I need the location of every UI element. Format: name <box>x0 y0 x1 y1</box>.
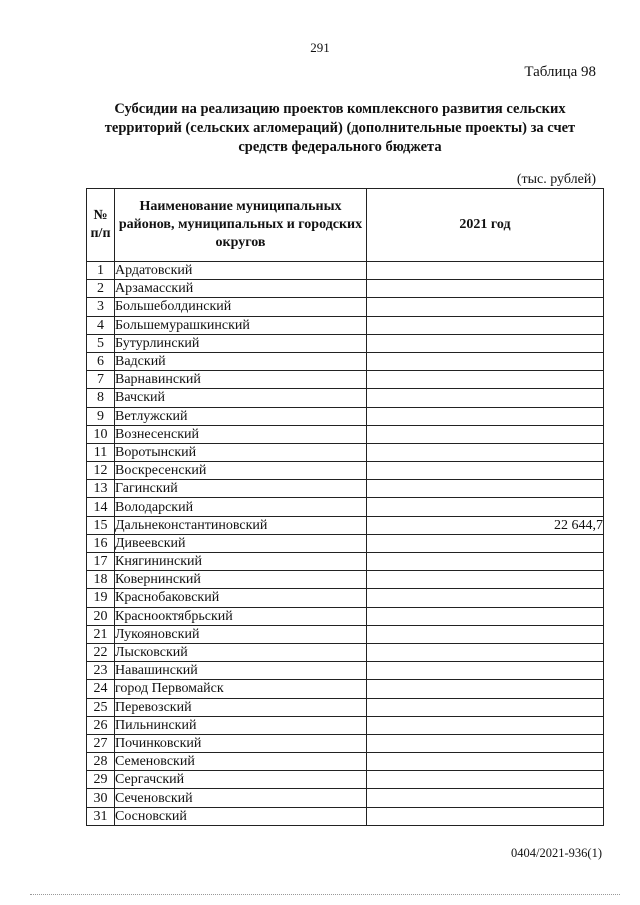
row-number: 18 <box>87 571 115 589</box>
table-row <box>87 516 604 534</box>
row-value <box>367 553 604 571</box>
row-number: 2 <box>87 280 115 298</box>
table-row <box>87 298 604 316</box>
row-name: Навашинский <box>115 662 367 680</box>
units-label: (тыс. рублей) <box>516 172 596 187</box>
row-name: Гагинский <box>115 480 367 498</box>
row-value <box>367 680 604 698</box>
row-value <box>367 498 604 516</box>
row-name: Сеченовский <box>115 789 367 807</box>
row-value <box>367 571 604 589</box>
table-row <box>87 553 604 571</box>
row-value <box>367 480 604 498</box>
row-name: Воскресенский <box>115 462 367 480</box>
row-value <box>367 534 604 552</box>
row-value <box>367 625 604 643</box>
row-value <box>367 352 604 370</box>
row-number: 15 <box>87 516 115 534</box>
row-number: 5 <box>87 334 115 352</box>
row-value <box>367 425 604 443</box>
table-row <box>87 734 604 752</box>
row-value <box>367 753 604 771</box>
row-number: 22 <box>87 643 115 661</box>
header-name: Наименование муниципальных районов, муниципальных и городских округов <box>115 189 367 262</box>
table-row <box>87 771 604 789</box>
table-row <box>87 371 604 389</box>
row-value <box>367 789 604 807</box>
row-number: 11 <box>87 443 115 461</box>
header-year: 2021 год <box>367 189 604 262</box>
row-value <box>367 771 604 789</box>
row-number: 13 <box>87 480 115 498</box>
table-row <box>87 262 604 280</box>
row-name: Ардатовский <box>115 262 367 280</box>
row-number: 21 <box>87 625 115 643</box>
row-number: 28 <box>87 753 115 771</box>
table-row <box>87 389 604 407</box>
row-name: Дивеевский <box>115 534 367 552</box>
table-row <box>87 716 604 734</box>
table-row <box>87 698 604 716</box>
table-body <box>87 262 604 826</box>
row-value: 22 644,7 <box>367 516 604 534</box>
table-row <box>87 643 604 661</box>
row-value <box>367 371 604 389</box>
row-number: 10 <box>87 425 115 443</box>
table-row <box>87 280 604 298</box>
row-name: Арзамасский <box>115 280 367 298</box>
table-row <box>87 662 604 680</box>
row-value <box>367 443 604 461</box>
row-name: Пильнинский <box>115 716 367 734</box>
table-row <box>87 407 604 425</box>
footer-divider <box>30 894 620 895</box>
table-row <box>87 334 604 352</box>
table-header-row <box>87 189 604 262</box>
row-number: 16 <box>87 534 115 552</box>
row-name: Вадский <box>115 352 367 370</box>
row-number: 8 <box>87 389 115 407</box>
table-row <box>87 625 604 643</box>
header-number: № п/п <box>87 189 115 262</box>
table-row <box>87 498 604 516</box>
row-name: Краснооктябрьский <box>115 607 367 625</box>
row-number: 14 <box>87 498 115 516</box>
row-name: Ветлужский <box>115 407 367 425</box>
row-value <box>367 280 604 298</box>
row-number: 29 <box>87 771 115 789</box>
row-value <box>367 462 604 480</box>
row-name: Княгининский <box>115 553 367 571</box>
document-code: 0404/2021-936(1) <box>511 846 602 860</box>
row-number: 4 <box>87 316 115 334</box>
row-name: Семеновский <box>115 753 367 771</box>
table-row <box>87 607 604 625</box>
document-title: Субсидии на реализацию проектов комплексного развития сельских территорий (сельских агломераций) (дополнительные проекты) за счет средств федерального бюджета <box>104 101 576 155</box>
table-row <box>87 807 604 825</box>
table-row <box>87 753 604 771</box>
row-name: Большемурашкинский <box>115 316 367 334</box>
row-value <box>367 698 604 716</box>
row-value <box>367 389 604 407</box>
table-row <box>87 316 604 334</box>
row-number: 20 <box>87 607 115 625</box>
table-row <box>87 352 604 370</box>
row-value <box>367 716 604 734</box>
row-name: Починковский <box>115 734 367 752</box>
page-number: 291 <box>310 40 330 55</box>
table-row <box>87 571 604 589</box>
table-row <box>87 443 604 461</box>
table-row <box>87 425 604 443</box>
row-value <box>367 589 604 607</box>
row-name: Вознесенский <box>115 425 367 443</box>
row-number: 12 <box>87 462 115 480</box>
row-name: Вачский <box>115 389 367 407</box>
row-number: 3 <box>87 298 115 316</box>
row-value <box>367 607 604 625</box>
row-value <box>367 298 604 316</box>
table-label: Таблица 98 <box>524 64 596 80</box>
row-name: Дальнеконстантиновский <box>115 516 367 534</box>
row-name: Перевозский <box>115 698 367 716</box>
row-name: город Первомайск <box>115 680 367 698</box>
row-number: 31 <box>87 807 115 825</box>
row-value <box>367 316 604 334</box>
row-name: Лысковский <box>115 643 367 661</box>
row-number: 25 <box>87 698 115 716</box>
row-name: Ковернинский <box>115 571 367 589</box>
table-row <box>87 789 604 807</box>
row-value <box>367 334 604 352</box>
row-number: 1 <box>87 262 115 280</box>
row-value <box>367 407 604 425</box>
row-number: 24 <box>87 680 115 698</box>
row-name: Краснобаковский <box>115 589 367 607</box>
subsidy-table <box>86 188 604 826</box>
row-value <box>367 643 604 661</box>
row-number: 6 <box>87 352 115 370</box>
row-name: Бутурлинский <box>115 334 367 352</box>
row-number: 7 <box>87 371 115 389</box>
row-name: Володарский <box>115 498 367 516</box>
row-value <box>367 662 604 680</box>
row-number: 30 <box>87 789 115 807</box>
row-number: 23 <box>87 662 115 680</box>
row-number: 9 <box>87 407 115 425</box>
row-name: Варнавинский <box>115 371 367 389</box>
row-name: Лукояновский <box>115 625 367 643</box>
row-number: 27 <box>87 734 115 752</box>
row-name: Воротынский <box>115 443 367 461</box>
table-row <box>87 480 604 498</box>
row-number: 26 <box>87 716 115 734</box>
row-name: Большеболдинский <box>115 298 367 316</box>
row-number: 19 <box>87 589 115 607</box>
table-row <box>87 680 604 698</box>
row-number: 17 <box>87 553 115 571</box>
row-name: Сергачский <box>115 771 367 789</box>
table-row <box>87 589 604 607</box>
row-name: Сосновский <box>115 807 367 825</box>
row-value <box>367 262 604 280</box>
table-row <box>87 462 604 480</box>
table-row <box>87 534 604 552</box>
row-value <box>367 734 604 752</box>
row-value <box>367 807 604 825</box>
